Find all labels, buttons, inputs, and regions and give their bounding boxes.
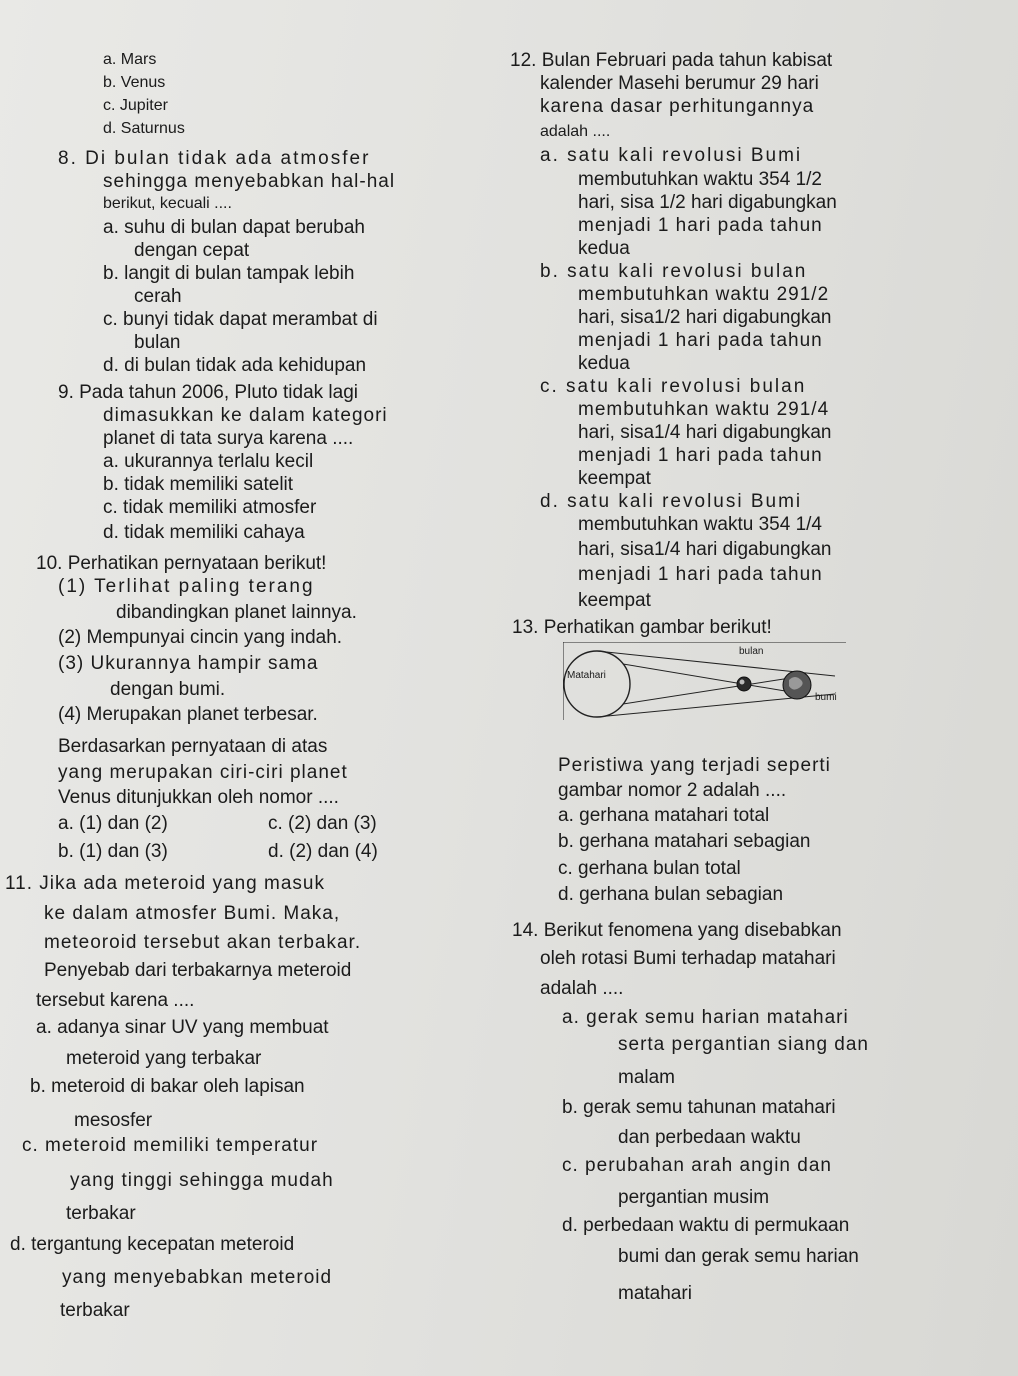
q13-line: Peristiwa yang terjadi seperti xyxy=(558,755,831,776)
label-bumi: bumi xyxy=(815,692,837,703)
q12-line: karena dasar perhitungannya xyxy=(540,96,815,117)
q12-line: kedua xyxy=(578,353,630,374)
q11-line: c. meteroid memiliki temperatur xyxy=(22,1135,319,1156)
q8-line: cerah xyxy=(134,286,182,307)
q8-line: dengan cepat xyxy=(134,240,250,261)
q10-line: yang merupakan ciri-ciri planet xyxy=(58,762,348,783)
q12-line: menjadi 1 hari pada tahun xyxy=(578,215,823,236)
q10-line: b. (1) dan (3) xyxy=(58,841,168,862)
q9-line: b. tidak memiliki satelit xyxy=(103,474,294,495)
q12-line: adalah .... xyxy=(540,123,611,140)
q9-line: dimasukkan ke dalam kategori xyxy=(103,405,388,426)
q10-line: (3) Ukurannya hampir sama xyxy=(58,653,319,674)
q13-line: 13. Perhatikan gambar berikut! xyxy=(512,617,772,638)
q12-line: membutuhkan waktu 291/2 xyxy=(578,284,830,305)
q14-line: bumi dan gerak semu harian xyxy=(618,1246,859,1267)
q12-line: d. satu kali revolusi Bumi xyxy=(540,491,803,512)
q12-line: c. satu kali revolusi bulan xyxy=(540,376,807,397)
q8-line: berikut, kecuali .... xyxy=(103,195,232,212)
q11-line: ke dalam atmosfer Bumi. Maka, xyxy=(44,903,341,924)
q7-options-line: a. Mars xyxy=(103,51,157,68)
q12-line: kedua xyxy=(578,238,630,259)
q11-line: Penyebab dari terbakarnya meteroid xyxy=(44,960,352,981)
q12-line: b. satu kali revolusi bulan xyxy=(540,261,808,282)
q10-line: (4) Merupakan planet terbesar. xyxy=(58,704,318,725)
q10-line: Berdasarkan pernyataan di atas xyxy=(58,736,328,757)
q14-line: a. gerak semu harian matahari xyxy=(562,1007,849,1028)
q14-line: adalah .... xyxy=(540,978,624,999)
q11-line: 11. Jika ada meteroid yang masuk xyxy=(5,873,325,894)
moon-circle xyxy=(737,677,751,691)
q14-line: c. perubahan arah angin dan xyxy=(562,1155,832,1176)
q11-line: yang menyebabkan meteroid xyxy=(62,1267,333,1288)
q10-line: Venus ditunjukkan oleh nomor .... xyxy=(58,787,339,808)
q10-line: dibandingkan planet lainnya. xyxy=(116,602,357,623)
q12-line: menjadi 1 hari pada tahun xyxy=(578,330,823,351)
q14-line: dan perbedaan waktu xyxy=(618,1127,801,1148)
sun-circle xyxy=(564,651,630,717)
q8-line: a. suhu di bulan dapat berubah xyxy=(103,217,365,238)
q8-line: c. bunyi tidak dapat merambat di xyxy=(103,309,378,330)
q10-line: (1) Terlihat paling terang xyxy=(58,576,315,597)
q12-line: membutuhkan waktu 354 1/4 xyxy=(578,514,822,535)
q10-line: a. (1) dan (2) xyxy=(58,813,168,834)
q7-options-line: b. Venus xyxy=(103,74,166,91)
q9-line: 9. Pada tahun 2006, Pluto tidak lagi xyxy=(58,382,359,403)
eclipse-diagram-drawing xyxy=(563,642,846,720)
q12-line: a. satu kali revolusi Bumi xyxy=(540,145,803,166)
q13-line: a. gerhana matahari total xyxy=(558,805,770,826)
q14-line: d. perbedaan waktu di permukaan xyxy=(562,1215,850,1236)
q9-line: planet di tata surya karena .... xyxy=(103,428,354,449)
q12-line: 12. Bulan Februari pada tahun kabisat xyxy=(510,50,833,71)
q14-line: 14. Berikut fenomena yang disebabkan xyxy=(512,920,842,941)
q14-line: oleh rotasi Bumi terhadap matahari xyxy=(540,948,836,969)
q8-line: d. di bulan tidak ada kehidupan xyxy=(103,355,367,376)
q11-line: b. meteroid di bakar oleh lapisan xyxy=(30,1076,305,1097)
eclipse-diagram xyxy=(563,642,846,720)
q11-line: yang tinggi sehingga mudah xyxy=(70,1170,334,1191)
q12-line: hari, sisa1/4 hari digabungkan xyxy=(578,539,832,560)
q14-line: matahari xyxy=(618,1283,692,1304)
q11-line: mesosfer xyxy=(74,1110,153,1131)
q10-line: c. (2) dan (3) xyxy=(268,813,377,834)
q12-line: menjadi 1 hari pada tahun xyxy=(578,564,823,585)
q10-line: d. (2) dan (4) xyxy=(268,841,378,862)
q11-line: tersebut karena .... xyxy=(36,990,195,1011)
q11-line: meteoroid tersebut akan terbakar. xyxy=(44,932,362,953)
q9-line: d. tidak memiliki cahaya xyxy=(103,522,305,543)
q12-line: membutuhkan waktu 291/4 xyxy=(578,399,830,420)
q12-line: hari, sisa1/4 hari digabungkan xyxy=(578,422,832,443)
moon-highlight xyxy=(740,680,745,685)
q10-line: (2) Mempunyai cincin yang indah. xyxy=(58,627,343,648)
q11-line: terbakar xyxy=(60,1300,130,1321)
q12-line: hari, sisa 1/2 hari digabungkan xyxy=(578,192,837,213)
q11-line: a. adanya sinar UV yang membuat xyxy=(36,1017,329,1038)
q12-line: menjadi 1 hari pada tahun xyxy=(578,445,823,466)
q13-line: b. gerhana matahari sebagian xyxy=(558,831,811,852)
q12-line: kalender Masehi berumur 29 hari xyxy=(540,73,819,94)
q8-line: sehingga menyebabkan hal-hal xyxy=(103,171,396,192)
q14-line: serta pergantian siang dan xyxy=(618,1034,869,1055)
q14-line: pergantian musim xyxy=(618,1187,770,1208)
label-matahari: Matahari xyxy=(567,670,606,681)
q10-line: dengan bumi. xyxy=(110,679,226,700)
q14-line: malam xyxy=(618,1067,676,1088)
q7-options-line: c. Jupiter xyxy=(103,97,168,114)
q12-line: hari, sisa1/2 hari digabungkan xyxy=(578,307,832,328)
q13-line: c. gerhana bulan total xyxy=(558,858,741,879)
q12-line: membutuhkan waktu 354 1/2 xyxy=(578,169,822,190)
q7-options-line: d. Saturnus xyxy=(103,120,185,137)
q11-line: meteroid yang terbakar xyxy=(66,1048,262,1069)
q8-line: bulan xyxy=(134,332,181,353)
label-bulan: bulan xyxy=(739,646,764,657)
q8-line: 8. Di bulan tidak ada atmosfer xyxy=(58,148,371,169)
q12-line: keempat xyxy=(578,590,651,611)
q13-line: gambar nomor 2 adalah .... xyxy=(558,780,787,801)
q14-line: b. gerak semu tahunan matahari xyxy=(562,1097,836,1118)
q11-line: terbakar xyxy=(66,1203,136,1224)
q9-line: c. tidak memiliki atmosfer xyxy=(103,497,317,518)
q10-line: 10. Perhatikan pernyataan berikut! xyxy=(36,553,327,574)
q11-line: d. tergantung kecepatan meteroid xyxy=(10,1234,295,1255)
q12-line: keempat xyxy=(578,468,651,489)
q8-line: b. langit di bulan tampak lebih xyxy=(103,263,355,284)
q13-line: d. gerhana bulan sebagian xyxy=(558,884,784,905)
q9-line: a. ukurannya terlalu kecil xyxy=(103,451,314,472)
